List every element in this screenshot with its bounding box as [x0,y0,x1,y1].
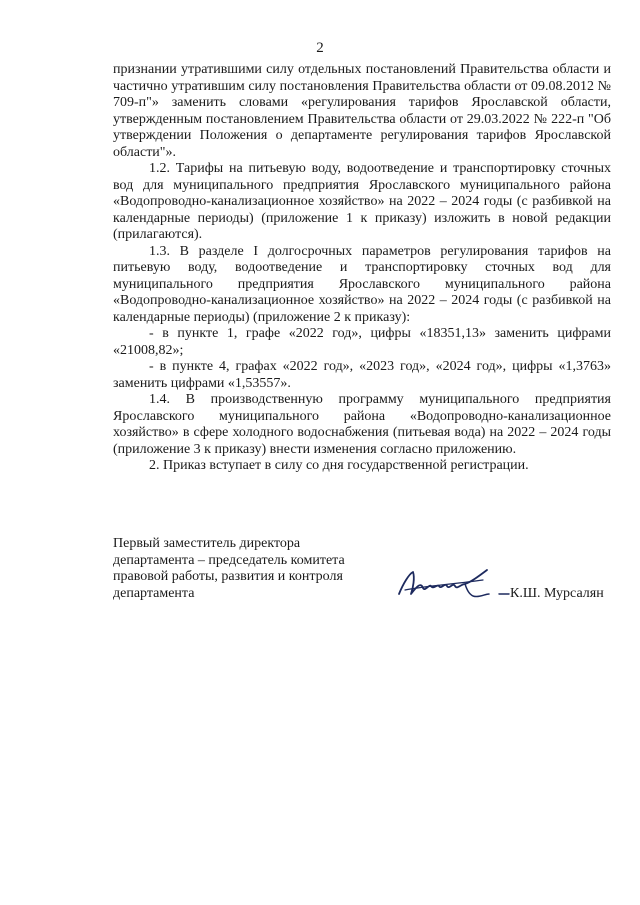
paragraph-2: 2. Приказ вступает в силу со дня государственной регистрации. [149,458,529,473]
paragraph-1-4: 1.4. В производственную программу муниципального предприятия Ярославского муниципального района «Водопроводно-канализационное хозяйство» в сфере холодного водоснабжения (питьевая вода) на 2022 – 2024 годы (приложение 3 к приказу) внести изменения согласно приложению. [113,392,611,457]
document-body [113,62,611,475]
signer-title-line: департамента [113,585,195,601]
paragraph-1-3-item-2: - в пункте 4, графах «2022 год», «2023 год», «2024 год», цифры «1,3763» заменить цифрами «1,53557». [113,359,611,391]
signer-title-line: Первый заместитель директора [113,536,301,551]
handwritten-signature [395,564,515,604]
paragraph-continuation: признании утратившими силу отдельных постановлений Правительства области и частично утратившим силу постановления Правительства области от 09.08.2012 № 709-п"» заменить словами «регулирования тарифов Ярославской области, утвержденным постановлением Правительства области от 29.03.2022 № 222-п "Об утверждении Положения о департаменте регулирования тарифов Ярославской области"». [113,62,611,160]
signer-title [113,536,383,602]
signer-title-line: департамента – председатель комитета [113,552,345,568]
signer-name: К.Ш. Мурсалян [510,586,604,601]
paragraph-1-3: 1.3. В разделе I долгосрочных параметров регулирования тарифов на питьевую воду, водоотведение и транспортировку сточных вод для муниципального предприятия Ярославского муниципального района «Водопроводно-канализационное хозяйство» на 2022 – 2024 годы (с разбивкой на календарные периоды) (приложение 2 к приказу): [113,243,611,325]
signature-block [113,536,613,616]
paragraph-1-2: 1.2. Тарифы на питьевую воду, водоотведение и транспортировку сточных вод для муниципального предприятия Ярославского муниципального района «Водопроводно-канализационное хозяйство» на 2022 – 2024 годы (с разбивкой на календарные периоды) (приложение 1 к приказу) изложить в новой редакции (прилагаются). [113,161,611,242]
signer-title-line: правовой работы, развития и контроля [113,569,343,584]
page-number: 2 [316,40,324,56]
paragraph-1-3-item-1: - в пункте 1, графе «2022 год», цифры «18351,13» заменить цифрами «21008,82»; [113,326,611,358]
